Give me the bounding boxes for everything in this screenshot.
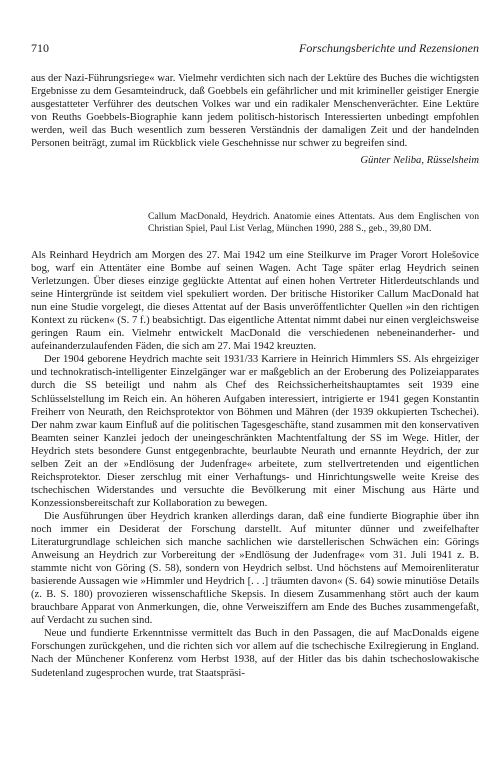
body-paragraph: Neue und fundierte Erkenntnisse vermittelt das Buch in den Passagen, die auf MacDonalds eigene Forschungen zurückgehen, und die richten sich vor allem auf die tschechische Exilregierung in England. Nach der Münchener Konferenz vom Herbst 1938, auf der Hitler das bis dahin tschechoslowakische Sudetenland zugesprochen wurde, trat Staatspräsi- <box>31 628 479 679</box>
intro-paragraph: aus der Nazi-Führungsriege« war. Vielmehr verdichten sich nach der Lektüre des Buches die wichtigsten Ergebnisse zu dem Gesamteindruck, daß Goebbels ein gefährlicher und mit krimineller geistiger Energie ausgestatteter Verführer des deutschen Volkes war und ein radikaler Menschenverächter. Eine Lektüre von Reuths Goebbels-Biographie kann jedem politisch-historisch Interessierten unbedingt empfohlen werden, weil das Buch wesentlich zum besseren Verständnis der damaligen Zeit und der handelnden Personen beiträgt, zumal im Rückblick viele Geschehnisse nur schwer zu begreifen sind. <box>31 73 479 150</box>
running-title: Forschungsberichte und Rezensionen <box>299 41 479 55</box>
body-paragraph: Als Reinhard Heydrich am Morgen des 27. Mai 1942 um eine Steilkurve im Prager Vorort Holešovice bog, warf ein Attentäter eine Bombe auf seinen Wagen. Acht Tage später erlag Heydrich seinen Verletzungen. Über dieses einzige geglückte Attentat auf einen hohen Vertreter Hitlerdeutschlands und seine Hintergründe ist seitdem viel spekuliert worden. Der britische Historiker Callum MacDonald hat nun eine Studie vorgelegt, die dieses Attentat auf der Basis unveröffentlichter Quellen »in den richtigen Kontext zu rücken« (S. 7 f.) beabsichtigt. Das eigentliche Attentat nimmt dabei nur einen vergleichsweise geringen Raum ein. Vielmehr entwickelt MacDonald die verschiedenen nebeneinanderher- und aufeinanderzulaufenden Fäden, die sich am 27. Mai 1942 kreuzten. <box>31 250 479 353</box>
review-body <box>31 249 479 680</box>
previous-review-ending <box>31 72 479 150</box>
bibliographic-entry: Callum MacDonald, Heydrich. Anatomie eines Attentats. Aus dem Englischen von Christian Spiel, Paul List Verlag, München 1990, 288 S., geb., 39,80 DM. <box>148 211 479 235</box>
page-number: 710 <box>31 41 49 55</box>
body-paragraph: Die Ausführungen über Heydrich kranken allerdings daran, daß eine fundierte Biographie über ihn noch immer ein Desiderat der Forschung darstellt. Auf mitunter dünner und zweifelhafter Literaturgrundlage schleichen sich manche sachlichen wie darstellerischen Schwächen ein: Görings Anweisung an Heydrich zur Vorbereitung der »Endlösung der Judenfrage« vom 31. Juli 1941 z. B. stammte nicht von Göring (S. 58), sondern von Heydrich selbst. Und höchstens auf Memoirenliteratur basierende Aussagen wie »Himmler und Heydrich [. . .] träumten davon« (S. 64) sowie minutiöse Details (z. B. S. 180) provozieren wissenschaftliche Skepsis. In diesem Zusammenhang stört auch der kaum brauchbare Apparat von Anmerkungen, die, ohne Verweisziffern am Ende des Buches zusammengefaßt, auf Verdacht zu suchen sind. <box>31 510 479 627</box>
body-paragraph: Der 1904 geborene Heydrich machte seit 1931/33 Karriere in Heinrich Himmlers SS. Als ehrgeiziger und technokratisch-intelligenter Einzelgänger war er maßgeblich an der Eroberung des Polizeiapparates durch die SS beteiligt und nahm als Chef des Reichssicherheitshauptamtes seit 1939 eine Schlüsselstellung im Reich ein. An höheren Aufgaben interessiert, intrigierte er 1941 gegen Konstantin Freiherr von Neurath, den Reichsprotektor von Böhmen und Mähren (der 1939 okkupierten Tschechei). Der nahm zwar kaum Einfluß auf die politischen Tagesgeschäfte, stand zusammen mit den konservativen Beamten seiner Kanzlei jedoch der uneingeschränkten Machtentfaltung der SS im Wege. Hitler, der Heydrich stets besondere Gunst entgegenbrachte, beurlaubte Neurath und ernannte Heydrich, der zur selben Zeit an der »Endlösung der Judenfrage« arbeitete, zum stellvertretenden und eigentlichen Reichsprotektor. Dieser zerschlug mit einer Verhaftungs- und Hinrichtungswelle weite Kreise des tschechischen Widerstandes und versuchte die Bevölkerung mit einer Mischung aus Härte und Konzessionsbereitschaft zur Kollaboration zu bewegen. <box>31 354 479 509</box>
page-header <box>31 41 479 55</box>
reviewer-signature: Günter Neliba, Rüsselsheim <box>360 155 479 166</box>
